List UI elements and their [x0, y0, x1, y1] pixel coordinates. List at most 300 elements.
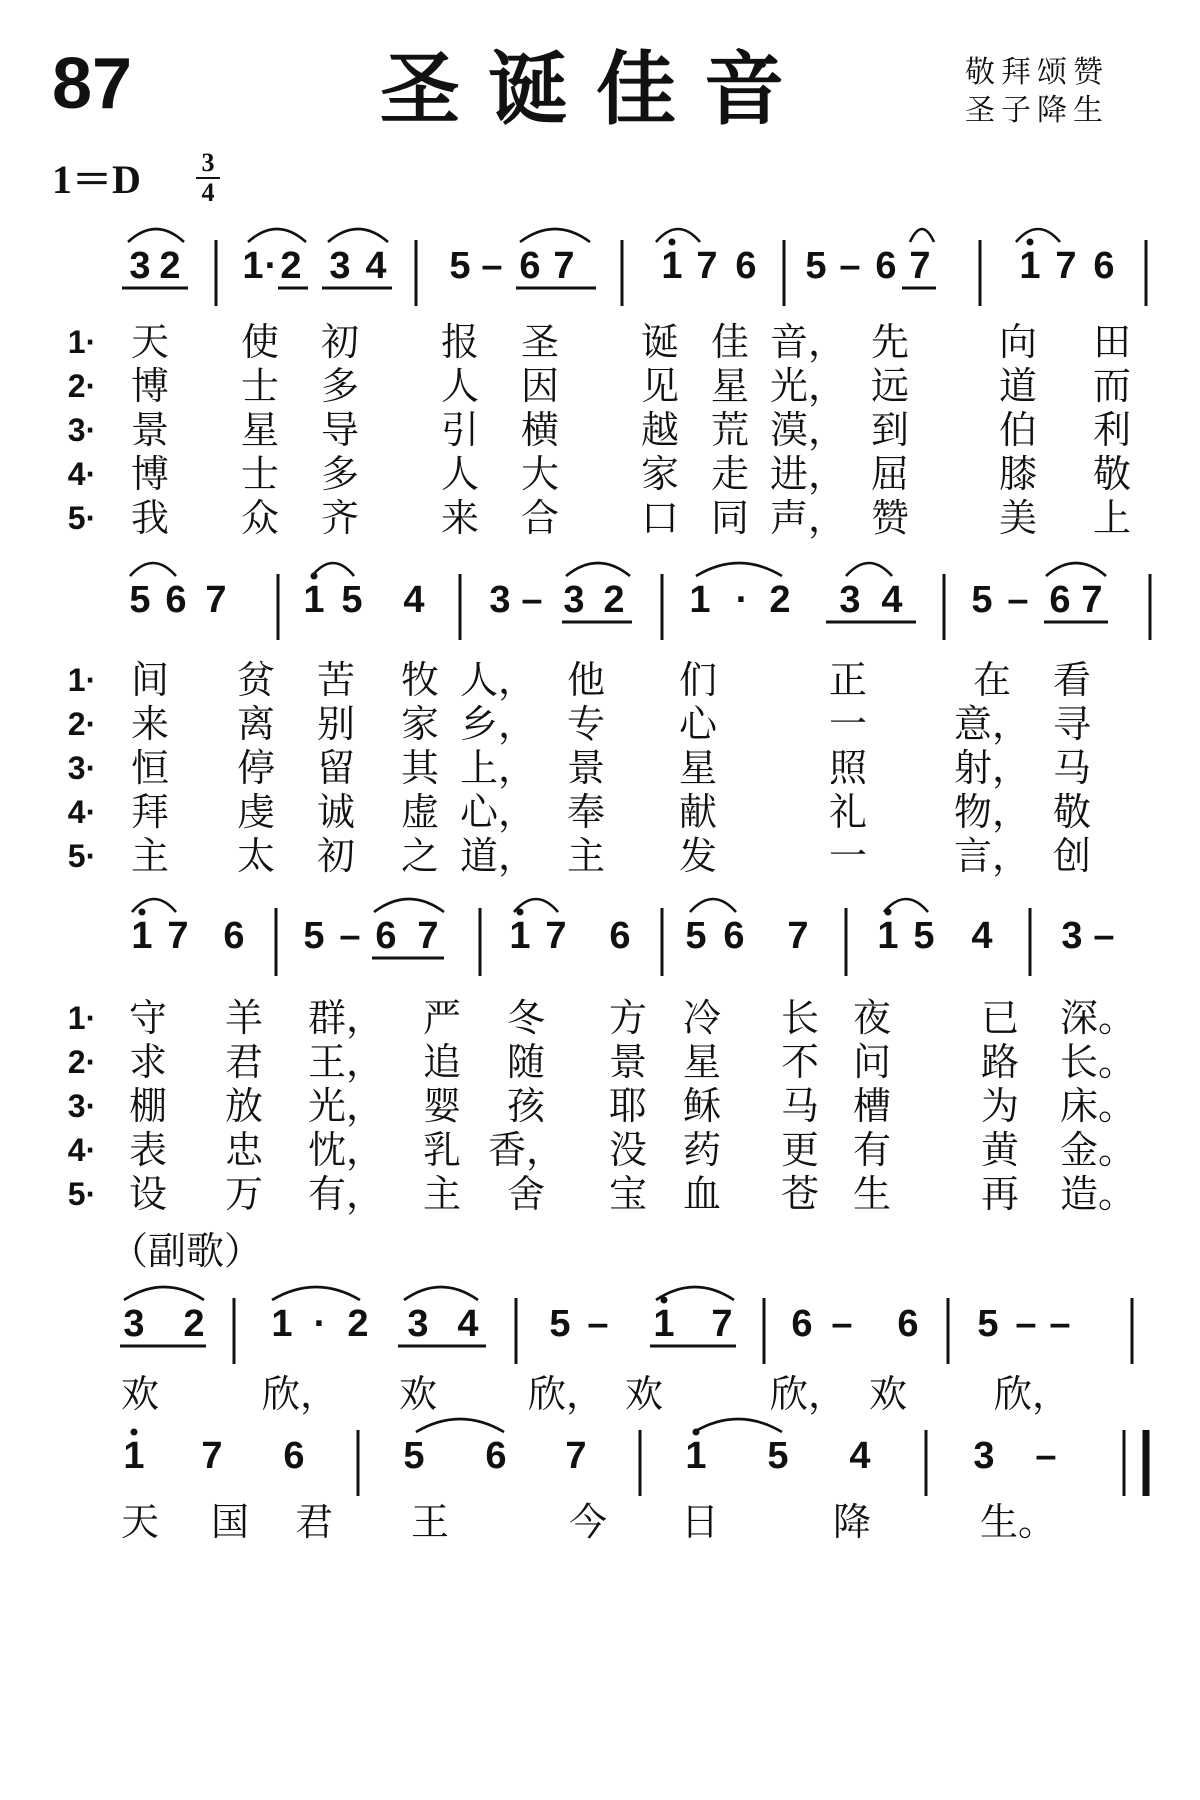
- lyric-syllable: 欣，: [527, 1372, 605, 1416]
- note: 3: [839, 579, 861, 621]
- lyric-syllable: 舍: [506, 1172, 546, 1216]
- note: 1: [242, 245, 264, 287]
- note: 3: [407, 1303, 429, 1345]
- lyric-syllable: 夜: [852, 996, 892, 1040]
- lyric-syllable: 利: [1092, 408, 1132, 452]
- lyric-syllable: 见: [640, 364, 680, 408]
- lyric-line: [0, 1040, 1200, 1084]
- lyric-syllable: 婴: [422, 1084, 462, 1128]
- note: 2: [183, 1303, 205, 1345]
- lyric-syllable: 耶: [608, 1084, 648, 1128]
- note: 6: [875, 245, 897, 287]
- lyric-syllable: 看: [1052, 658, 1092, 702]
- lyric-syllable: 苍: [780, 1172, 820, 1216]
- lyric-syllable: 没: [608, 1128, 648, 1172]
- dot-note: ·: [264, 245, 278, 287]
- lyric-syllable: 羊: [224, 996, 264, 1040]
- note: 5: [805, 245, 827, 287]
- lyric-syllable: 到: [870, 408, 910, 452]
- lyric-syllable: 众: [240, 496, 280, 540]
- lyric-syllable: 主: [422, 1172, 462, 1216]
- lyric-syllable: 佳: [710, 320, 750, 364]
- lyric-syllable: 马: [780, 1084, 820, 1128]
- note: 5: [449, 245, 471, 287]
- verse-number: 1·: [67, 662, 97, 698]
- key-signature: 1＝D: [52, 157, 141, 202]
- lyric-line: [0, 1500, 1200, 1544]
- note: 4: [365, 245, 387, 287]
- lyric-syllable: 已: [980, 996, 1020, 1040]
- lyric-syllable: 照: [828, 746, 868, 790]
- note: 7: [417, 915, 439, 957]
- lyric-syllable: 血: [682, 1172, 722, 1216]
- lyric-syllable: 光，: [769, 364, 847, 408]
- verse-number: 2·: [67, 706, 97, 742]
- lyric-syllable: 君: [224, 1040, 264, 1084]
- lyric-syllable: 一: [828, 834, 868, 878]
- lyric-syllable: 其: [400, 746, 440, 790]
- note: 1: [689, 579, 711, 621]
- lyric-syllable: 国: [210, 1500, 250, 1544]
- lyric-syllable: 群，: [307, 996, 385, 1040]
- lyric-syllable: 发: [678, 834, 718, 878]
- lyric-syllable: 问: [852, 1040, 892, 1084]
- note: 5: [971, 579, 993, 621]
- lyric-syllable: 先: [870, 320, 910, 364]
- note: 6: [897, 1303, 919, 1345]
- lyric-syllable: 随: [506, 1040, 546, 1084]
- lyric-line: [0, 746, 1200, 790]
- lyric-syllable: 星: [678, 746, 718, 790]
- dash-note: –: [839, 245, 861, 287]
- lyric-syllable: 上: [1092, 496, 1132, 540]
- note: 4: [881, 579, 903, 621]
- note: 3: [329, 245, 351, 287]
- lyric-syllable: 士: [240, 364, 280, 408]
- note: 7: [201, 1435, 223, 1477]
- lyric-syllable: 忱，: [307, 1128, 385, 1172]
- note: 4: [971, 915, 993, 957]
- lyric-syllable: 间: [130, 658, 170, 702]
- slur: [248, 229, 306, 242]
- lyric-syllable: 博: [130, 364, 170, 408]
- note: 4: [403, 579, 425, 621]
- note: 6: [375, 915, 397, 957]
- lyric-syllable: 星: [682, 1040, 722, 1084]
- note: 6: [283, 1435, 305, 1477]
- lyric-syllable: 漠，: [769, 408, 847, 452]
- verse-number: 1·: [67, 1000, 97, 1036]
- lyric-syllable: 稣: [682, 1084, 722, 1128]
- lyric-syllable: 而: [1092, 364, 1132, 408]
- dash-note: –: [521, 579, 543, 621]
- verse-number: 5·: [67, 838, 97, 874]
- note: 3: [563, 579, 585, 621]
- lyric-syllable: 音，: [769, 320, 847, 364]
- lyric-syllable: 越: [640, 408, 680, 452]
- lyric-syllable: 棚: [128, 1084, 168, 1128]
- lyric-syllable: 齐: [320, 496, 360, 540]
- high-octave-dot: [139, 909, 146, 916]
- slur: [132, 899, 176, 912]
- note: 2: [603, 579, 625, 621]
- lyric-syllable: 声，: [769, 496, 847, 540]
- note: 1: [661, 245, 683, 287]
- note: 6: [1049, 579, 1071, 621]
- lyric-line: [0, 658, 1200, 702]
- verse-number: 1·: [67, 324, 97, 360]
- lyric-syllable: 美: [998, 496, 1038, 540]
- lyric-syllable: 意，: [953, 702, 1031, 746]
- lyric-syllable: 孩: [506, 1084, 546, 1128]
- lyric-line: [0, 996, 1200, 1040]
- lyric-syllable: 欢: [398, 1372, 438, 1416]
- lyric-syllable: 黄: [980, 1128, 1020, 1172]
- lyric-syllable: 主: [566, 834, 606, 878]
- lyric-syllable: 初: [320, 320, 360, 364]
- lyric-syllable: 贫: [236, 658, 276, 702]
- note: 3: [129, 245, 151, 287]
- note: 7: [565, 1435, 587, 1477]
- lyric-syllable: 日: [680, 1500, 720, 1544]
- lyric-syllable: 远: [870, 364, 910, 408]
- lyric-syllable: 导: [320, 408, 360, 452]
- note: 5: [685, 915, 707, 957]
- note: 6: [165, 579, 187, 621]
- high-octave-dot: [131, 1429, 138, 1436]
- lyric-line: [0, 1172, 1200, 1216]
- lyric-syllable: 横: [520, 408, 560, 452]
- slur: [328, 229, 388, 242]
- lyric-syllable: 停: [236, 746, 276, 790]
- note: 1: [653, 1303, 675, 1345]
- note: 5: [767, 1435, 789, 1477]
- note: 6: [519, 245, 541, 287]
- slur: [696, 563, 782, 576]
- verse-number: 3·: [67, 412, 97, 448]
- note: 5: [341, 579, 363, 621]
- note: 6: [485, 1435, 507, 1477]
- note: 6: [735, 245, 757, 287]
- dash-note: –: [831, 1303, 853, 1345]
- dash-note: –: [587, 1303, 609, 1345]
- lyric-syllable: 人: [440, 364, 480, 408]
- lyric-syllable: 光，: [307, 1084, 385, 1128]
- hymn-title: 圣诞佳音: [380, 43, 812, 136]
- lyric-syllable: 星: [240, 408, 280, 452]
- lyric-syllable: 多: [320, 452, 360, 496]
- lyric-syllable: 大: [520, 452, 560, 496]
- lyric-syllable: 不: [780, 1040, 820, 1084]
- lyric-syllable: 为: [980, 1084, 1020, 1128]
- high-octave-dot: [1027, 239, 1034, 246]
- lyric-syllable: 槽: [852, 1084, 892, 1128]
- lyric-syllable: 他: [566, 658, 606, 702]
- lyric-syllable: 欢: [120, 1372, 160, 1416]
- lyric-syllable: 万: [224, 1172, 264, 1216]
- chorus-label: （副歌）: [110, 1229, 263, 1273]
- slur: [128, 229, 184, 242]
- time-signature-bottom: 4: [201, 178, 215, 207]
- dash-note: –: [1035, 1435, 1057, 1477]
- note: 3: [489, 579, 511, 621]
- lyric-syllable: 长: [780, 996, 820, 1040]
- lyric-syllable: 景: [566, 746, 606, 790]
- lyric-syllable: 报: [440, 320, 480, 364]
- lyric-syllable: 天: [120, 1500, 160, 1544]
- lyric-syllable: 口: [640, 496, 680, 540]
- lyric-syllable: 博: [130, 452, 170, 496]
- lyric-syllable: 赞: [870, 496, 910, 540]
- lyric-syllable: 拜: [130, 790, 170, 834]
- lyric-syllable: 同: [710, 496, 750, 540]
- dash-note: –: [1049, 1303, 1071, 1345]
- lyric-syllable: 心: [678, 702, 718, 746]
- slur: [566, 563, 630, 576]
- dot-note: ·: [735, 579, 749, 621]
- note: 7: [909, 245, 931, 287]
- note: 1: [1019, 245, 1041, 287]
- lyric-syllable: 长。: [1059, 1040, 1137, 1084]
- lyric-syllable: 一: [828, 702, 868, 746]
- note: 4: [849, 1435, 871, 1477]
- lyric-syllable: 王: [410, 1500, 450, 1544]
- time-signature-top: 3: [201, 148, 215, 177]
- verse-number: 3·: [67, 1088, 97, 1124]
- lyric-syllable: 道，: [459, 834, 537, 878]
- lyric-syllable: 创: [1052, 834, 1092, 878]
- lyric-syllable: 冷: [682, 996, 722, 1040]
- slur: [404, 1287, 478, 1300]
- note: 6: [223, 915, 245, 957]
- note: 5: [129, 579, 151, 621]
- lyric-line: [0, 790, 1200, 834]
- lyric-line: [0, 834, 1200, 878]
- lyric-syllable: 欣，: [769, 1372, 847, 1416]
- lyric-syllable: 有: [852, 1128, 892, 1172]
- verse-number: 4·: [67, 1132, 97, 1168]
- lyric-syllable: 引: [440, 408, 480, 452]
- lyric-syllable: 冬: [506, 996, 546, 1040]
- lyric-syllable: 奉: [566, 790, 606, 834]
- verse-number: 3·: [67, 750, 97, 786]
- lyric-syllable: 王，: [307, 1040, 385, 1084]
- lyric-syllable: 留: [316, 746, 356, 790]
- verse-number: 5·: [67, 500, 97, 536]
- lyric-syllable: 乳: [422, 1128, 462, 1172]
- lyric-syllable: 射，: [953, 746, 1031, 790]
- lyric-syllable: 离: [236, 702, 276, 746]
- slur: [272, 1287, 360, 1300]
- note: 2: [159, 245, 181, 287]
- lyric-line: [0, 1372, 1200, 1416]
- lyric-syllable: 使: [240, 320, 280, 364]
- lyric-syllable: 宝: [608, 1172, 648, 1216]
- note: 7: [1081, 579, 1103, 621]
- lyric-syllable: 人，: [459, 658, 537, 702]
- lyric-syllable: 欣，: [261, 1372, 339, 1416]
- note: 1: [303, 579, 325, 621]
- note: 1: [131, 915, 153, 957]
- note: 5: [913, 915, 935, 957]
- note: 5: [977, 1303, 999, 1345]
- verse-number: 4·: [67, 456, 97, 492]
- note: 5: [549, 1303, 571, 1345]
- note: 7: [1055, 245, 1077, 287]
- lyric-syllable: 欣，: [993, 1372, 1071, 1416]
- lyric-syllable: 人: [440, 452, 480, 496]
- note: 6: [723, 915, 745, 957]
- verse-number: 2·: [67, 1044, 97, 1080]
- lyric-syllable: 我: [130, 496, 170, 540]
- lyric-syllable: 荒: [710, 408, 750, 452]
- lyric-syllable: 路: [980, 1040, 1020, 1084]
- note: 4: [457, 1303, 479, 1345]
- lyric-syllable: 敬: [1092, 452, 1132, 496]
- lyric-syllable: 乡，: [459, 702, 537, 746]
- lyric-syllable: 恒: [130, 746, 170, 790]
- slur: [124, 1287, 204, 1300]
- note: 1: [271, 1303, 293, 1345]
- slur: [656, 229, 700, 242]
- note: 7: [205, 579, 227, 621]
- lyric-syllable: 因: [520, 364, 560, 408]
- note: 6: [609, 915, 631, 957]
- dot-note: ·: [313, 1303, 327, 1345]
- note: 7: [711, 1303, 733, 1345]
- lyric-syllable: 忠: [224, 1128, 264, 1172]
- lyric-syllable: 来: [440, 496, 480, 540]
- note: 6: [791, 1303, 813, 1345]
- high-octave-dot: [669, 239, 676, 246]
- lyric-syllable: 在: [972, 658, 1012, 702]
- lyric-syllable: 苦: [316, 658, 356, 702]
- slur: [694, 1419, 782, 1432]
- lyric-syllable: 来: [130, 702, 170, 746]
- lyric-syllable: 诚: [316, 790, 356, 834]
- slur: [130, 563, 176, 576]
- lyric-syllable: 欢: [624, 1372, 664, 1416]
- lyric-syllable: 牧: [400, 658, 440, 702]
- lyric-syllable: 星: [710, 364, 750, 408]
- lyric-syllable: 合: [520, 496, 560, 540]
- lyric-syllable: 礼: [828, 790, 868, 834]
- lyric-syllable: 言，: [953, 834, 1031, 878]
- lyric-syllable: 诞: [640, 320, 680, 364]
- note: 2: [769, 579, 791, 621]
- lyric-line: [0, 364, 1200, 408]
- lyric-syllable: 生: [852, 1172, 892, 1216]
- slur: [846, 563, 892, 576]
- lyric-syllable: 田: [1092, 320, 1132, 364]
- note: 7: [167, 915, 189, 957]
- slur: [374, 899, 444, 912]
- lyric-syllable: 今: [568, 1500, 608, 1544]
- note: 7: [545, 915, 567, 957]
- lyric-syllable: 进，: [769, 452, 847, 496]
- dash-note: –: [1093, 915, 1115, 957]
- lyric-syllable: 上，: [459, 746, 537, 790]
- lyric-syllable: 心，: [459, 790, 537, 834]
- slur: [656, 1287, 734, 1300]
- lyric-syllable: 伯: [998, 408, 1038, 452]
- note: 1: [877, 915, 899, 957]
- lyric-syllable: 生。: [979, 1500, 1057, 1544]
- lyric-syllable: 虚: [400, 790, 440, 834]
- note: 6: [1093, 245, 1115, 287]
- lyric-syllable: 别: [316, 702, 356, 746]
- lyric-syllable: 造。: [1059, 1172, 1137, 1216]
- lyric-syllable: 求: [128, 1040, 168, 1084]
- note: 7: [553, 245, 575, 287]
- note: 3: [973, 1435, 995, 1477]
- lyric-syllable: 主: [130, 834, 170, 878]
- slur: [910, 229, 934, 242]
- lyric-syllable: 更: [780, 1128, 820, 1172]
- lyric-syllable: 圣: [520, 320, 560, 364]
- lyric-syllable: 表: [128, 1128, 168, 1172]
- lyric-syllable: 床。: [1059, 1084, 1137, 1128]
- lyric-line: [0, 408, 1200, 452]
- lyric-line: [0, 1084, 1200, 1128]
- lyric-syllable: 们: [678, 658, 718, 702]
- note: 5: [403, 1435, 425, 1477]
- lyric-syllable: 太: [236, 834, 276, 878]
- dash-note: –: [1007, 579, 1029, 621]
- lyric-syllable: 多: [320, 364, 360, 408]
- lyric-syllable: 马: [1052, 746, 1092, 790]
- lyric-line: [0, 1128, 1200, 1172]
- note: 1: [685, 1435, 707, 1477]
- lyric-line: [0, 496, 1200, 540]
- note: 5: [303, 915, 325, 957]
- note: 7: [787, 915, 809, 957]
- lyric-syllable: 药: [682, 1128, 722, 1172]
- dash-note: –: [1015, 1303, 1037, 1345]
- lyric-syllable: 方: [608, 996, 648, 1040]
- lyric-syllable: 守: [128, 996, 168, 1040]
- hymn-number: 87: [52, 44, 133, 124]
- dash-note: –: [339, 915, 361, 957]
- lyric-syllable: 追: [422, 1040, 462, 1084]
- lyric-syllable: 再: [980, 1172, 1020, 1216]
- lyric-syllable: 香，: [487, 1128, 565, 1172]
- lyric-syllable: 初: [316, 834, 356, 878]
- slur: [1046, 563, 1106, 576]
- note: 7: [696, 245, 718, 287]
- lyric-syllable: 有，: [307, 1172, 385, 1216]
- lyric-syllable: 严: [422, 996, 462, 1040]
- note: 2: [347, 1303, 369, 1345]
- lyric-syllable: 金。: [1059, 1128, 1137, 1172]
- lyric-syllable: 寻: [1052, 702, 1092, 746]
- lyric-syllable: 君: [294, 1500, 334, 1544]
- slur: [690, 899, 736, 912]
- lyric-syllable: 士: [240, 452, 280, 496]
- lyric-syllable: 之: [400, 834, 440, 878]
- lyric-syllable: 走: [710, 452, 750, 496]
- lyric-syllable: 物，: [953, 790, 1031, 834]
- category-label-1: 敬拜颂赞: [965, 55, 1109, 90]
- lyric-syllable: 正: [828, 658, 868, 702]
- verse-number: 4·: [67, 794, 97, 830]
- lyric-syllable: 屈: [870, 452, 910, 496]
- lyric-syllable: 降: [832, 1500, 872, 1544]
- lyric-syllable: 献: [678, 790, 718, 834]
- lyric-line: [0, 320, 1200, 364]
- dash-note: –: [481, 245, 503, 287]
- note: 2: [280, 245, 302, 287]
